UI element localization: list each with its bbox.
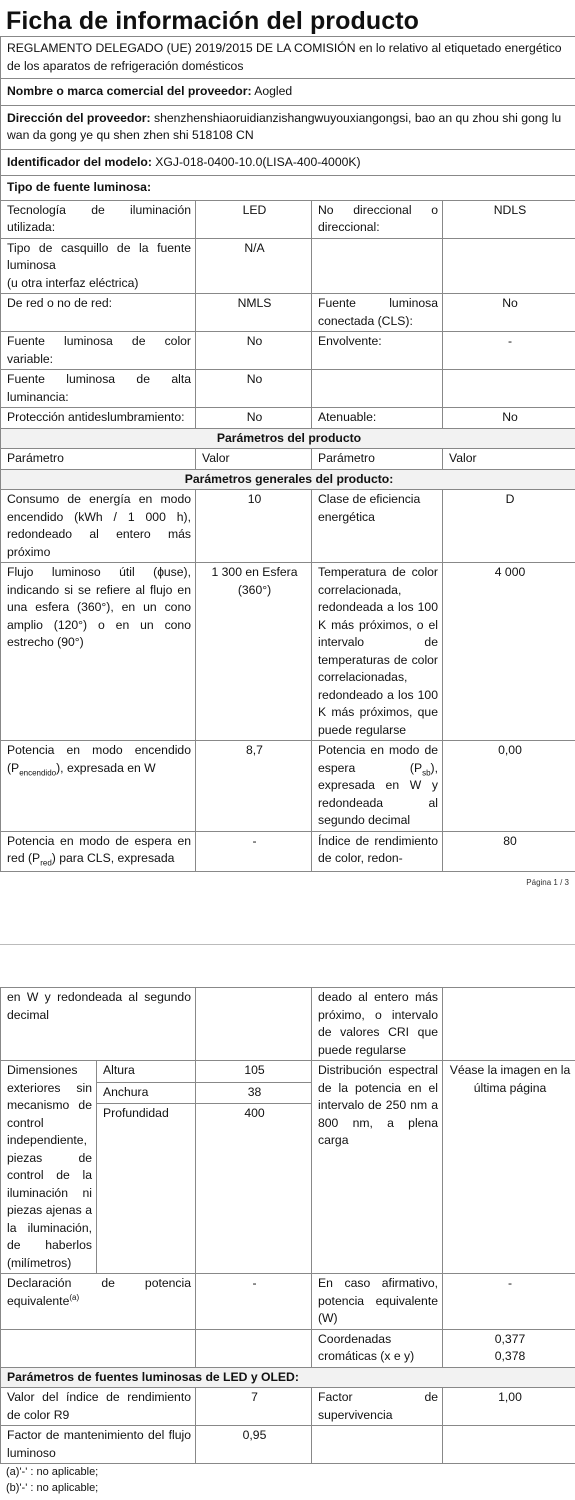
chroma-y: 0,378 — [494, 1349, 526, 1363]
address-value: shenzhenshiaoruidianzishangwuyouxiangongsi, bao an qu zhou shi gong lu wan da gong ye qu shen zhen shi 518108 CN — [7, 110, 562, 142]
dimensions-label: Dimensiones exteriores sin mecanismo de control independiente, piezas de control de la iluminación ni piezas ajenas a la iluminación, de haberlos (milímetros) — [1, 1061, 97, 1274]
supplier-label: Nombre o marca comercial del proveedor: — [7, 84, 252, 98]
equiv-power-sup: (a) — [69, 1292, 80, 1302]
cct-label: Temperatura de color correlacionada, redondeada a los 100 K más próximos, o el intervalo de temperaturas de color correlacionadas, redondeado a los 100 K más próximos, que puede regularse — [312, 563, 443, 741]
power-on-label-a: Potencia en modo encendido (P — [7, 743, 191, 775]
network-standby-label — [1, 831, 196, 871]
glare-label: Protección antideslumbramiento: — [1, 408, 196, 429]
page-2 — [0, 945, 575, 1500]
standby-label — [312, 741, 443, 832]
footnote-a: (a)'-' : no aplicable; — [6, 1466, 99, 1478]
page-number: Página 1 / 3 — [526, 878, 569, 887]
consumption-label: Consumo de energía en modo encendido (kWh / 1 000 h), redondeado al entero más próximo — [1, 490, 196, 563]
standby-sub: sb — [422, 767, 431, 777]
empty-cell — [196, 988, 312, 1061]
dim-label: Atenuable: — [312, 408, 443, 429]
efficiency-label: Clase de eficiencia energética — [312, 490, 443, 563]
spd-value: Véase la imagen en la última página — [443, 1061, 575, 1274]
cls-label: Fuente luminosa conectada (CLS): — [312, 294, 443, 332]
width-label: Anchura — [97, 1082, 196, 1104]
supplier-value: Aogled — [254, 84, 293, 98]
network-standby-sub: red — [40, 858, 52, 868]
equiv-watts-label: En caso afirmativo, potencia equivalente (W) — [312, 1274, 443, 1330]
led-params-header: Parámetros de fuentes luminosas de LED y OLED: — [1, 1367, 575, 1388]
spd-label: Distribución espectral de la potencia en el intervalo de 250 nm a 800 nm, a plena carga — [312, 1061, 443, 1274]
standby-label-b: ), expresada en W y redondeada al segundo decimal — [318, 760, 438, 827]
cri-value: 80 — [443, 831, 575, 871]
light-source-type-heading: Tipo de fuente luminosa: — [1, 176, 575, 201]
cri-label: Índice de rendimiento de color, redon- — [312, 831, 443, 871]
mains-label: De red o no de red: — [1, 294, 196, 332]
footnotes — [6, 1464, 575, 1496]
cct-value: 4 000 — [443, 563, 575, 741]
page-title: Ficha de información del producto — [6, 7, 420, 35]
product-info-table-continued — [0, 987, 575, 1464]
supplier-row — [1, 79, 575, 106]
params-header: Parámetros del producto — [1, 428, 575, 449]
glare-value: No — [196, 408, 312, 429]
consumption-value: 10 — [196, 490, 312, 563]
tech-label: Tecnología de iluminación utilizada: — [1, 200, 196, 238]
model-label: Identificador del modelo: — [7, 154, 152, 169]
cap-value: N/A — [196, 238, 312, 294]
empty-cell — [196, 1329, 312, 1367]
empty-cell — [312, 370, 443, 408]
equiv-power-label-text: Declaración de potencia equivalente — [7, 1276, 191, 1308]
color-value: No — [196, 332, 312, 370]
flux-value: 1 300 en Esfera (360°) — [196, 563, 312, 741]
nondir-label: No direccional o direccional: — [312, 200, 443, 238]
network-standby-value: - — [196, 831, 312, 871]
footnote-b: (b)'-' : no aplicable; — [6, 1482, 99, 1494]
cap-label-cell — [1, 238, 196, 294]
hl-label: Fuente luminosa de alta luminancia: — [1, 370, 196, 408]
equiv-power-label — [1, 1274, 196, 1330]
address-label: Dirección del proveedor: — [7, 110, 151, 125]
depth-label: Profundidad — [97, 1104, 196, 1274]
col-param-header: Parámetro — [1, 449, 196, 470]
product-info-table — [0, 36, 575, 872]
cap-label: Tipo de casquillo de la fuente luminosa — [7, 240, 191, 272]
col-value-header: Valor — [196, 449, 312, 470]
empty-cell — [443, 370, 575, 408]
lumen-maint-value: 0,95 — [196, 1426, 312, 1464]
power-on-label — [1, 741, 196, 832]
survival-value: 1,00 — [443, 1388, 575, 1426]
lumen-maint-label: Factor de mantenimiento del flujo luminoso — [1, 1426, 196, 1464]
model-row — [1, 149, 575, 176]
width-value: 38 — [196, 1082, 312, 1104]
hl-value: No — [196, 370, 312, 408]
empty-cell — [312, 1426, 443, 1464]
mains-value: NMLS — [196, 294, 312, 332]
height-value: 105 — [196, 1061, 312, 1083]
depth-value: 400 — [196, 1104, 312, 1274]
power-on-value: 8,7 — [196, 741, 312, 832]
equiv-watts-value: - — [443, 1274, 575, 1330]
chroma-label: Coordenadas cromáticas (x e y) — [312, 1329, 443, 1367]
col-value-header-2: Valor — [443, 449, 575, 470]
env-value: - — [443, 332, 575, 370]
r9-label: Valor del índice de rendimiento de color R9 — [1, 1388, 196, 1426]
flux-label: Flujo luminoso útil (ɸuse), indicando si se refiere al flujo en una esfera (360°), en un cono amplio (120°) o en un cono estrecho (90°) — [1, 563, 196, 741]
nondir-value: NDLS — [443, 200, 575, 238]
col-param-header-2: Parámetro — [312, 449, 443, 470]
network-standby-label-a: Potencia en modo de espera en red (P — [7, 833, 191, 865]
dim-value: No — [443, 408, 575, 429]
standby-label-a: Potencia en modo de espera (P — [318, 743, 438, 775]
network-standby-label-b: ) para CLS, expresada — [51, 851, 175, 865]
equiv-power-value: - — [196, 1274, 312, 1330]
env-label: Envolvente: — [312, 332, 443, 370]
tech-value: LED — [196, 200, 312, 238]
power-on-sub: encendido — [19, 767, 57, 777]
standby-value: 0,00 — [443, 741, 575, 832]
chroma-values — [443, 1329, 575, 1367]
cri-label-cont: deado al entero más próximo, o intervalo de valores CRI que puede regularse — [312, 988, 443, 1061]
address-row — [1, 105, 575, 149]
height-label: Altura — [97, 1061, 196, 1083]
general-params-header: Parámetros generales del producto: — [1, 469, 575, 490]
r9-value: 7 — [196, 1388, 312, 1426]
chroma-x: 0,377 — [494, 1331, 526, 1346]
cls-value: No — [443, 294, 575, 332]
network-standby-label-cont: en W y redondeada al segundo decimal — [1, 988, 196, 1061]
empty-cell — [443, 1426, 575, 1464]
color-label: Fuente luminosa de color variable: — [1, 332, 196, 370]
efficiency-value: D — [443, 490, 575, 563]
empty-cell — [443, 238, 575, 294]
empty-cell — [312, 238, 443, 294]
regulation-text: REGLAMENTO DELEGADO (UE) 2019/2015 DE LA COMISIÓN en lo relativo al etiquetado energético de los aparatos de refrigeración domésticos — [1, 37, 575, 79]
model-value: XGJ-018-0400-10.0(LISA-400-4000K) — [155, 154, 361, 169]
empty-cell — [1, 1329, 196, 1367]
survival-label: Factor de supervivencia — [312, 1388, 443, 1426]
cap-label-2: (u otra interfaz eléctrica) — [7, 275, 139, 290]
empty-cell — [443, 988, 575, 1061]
power-on-label-b: ), expresada en W — [56, 760, 156, 775]
